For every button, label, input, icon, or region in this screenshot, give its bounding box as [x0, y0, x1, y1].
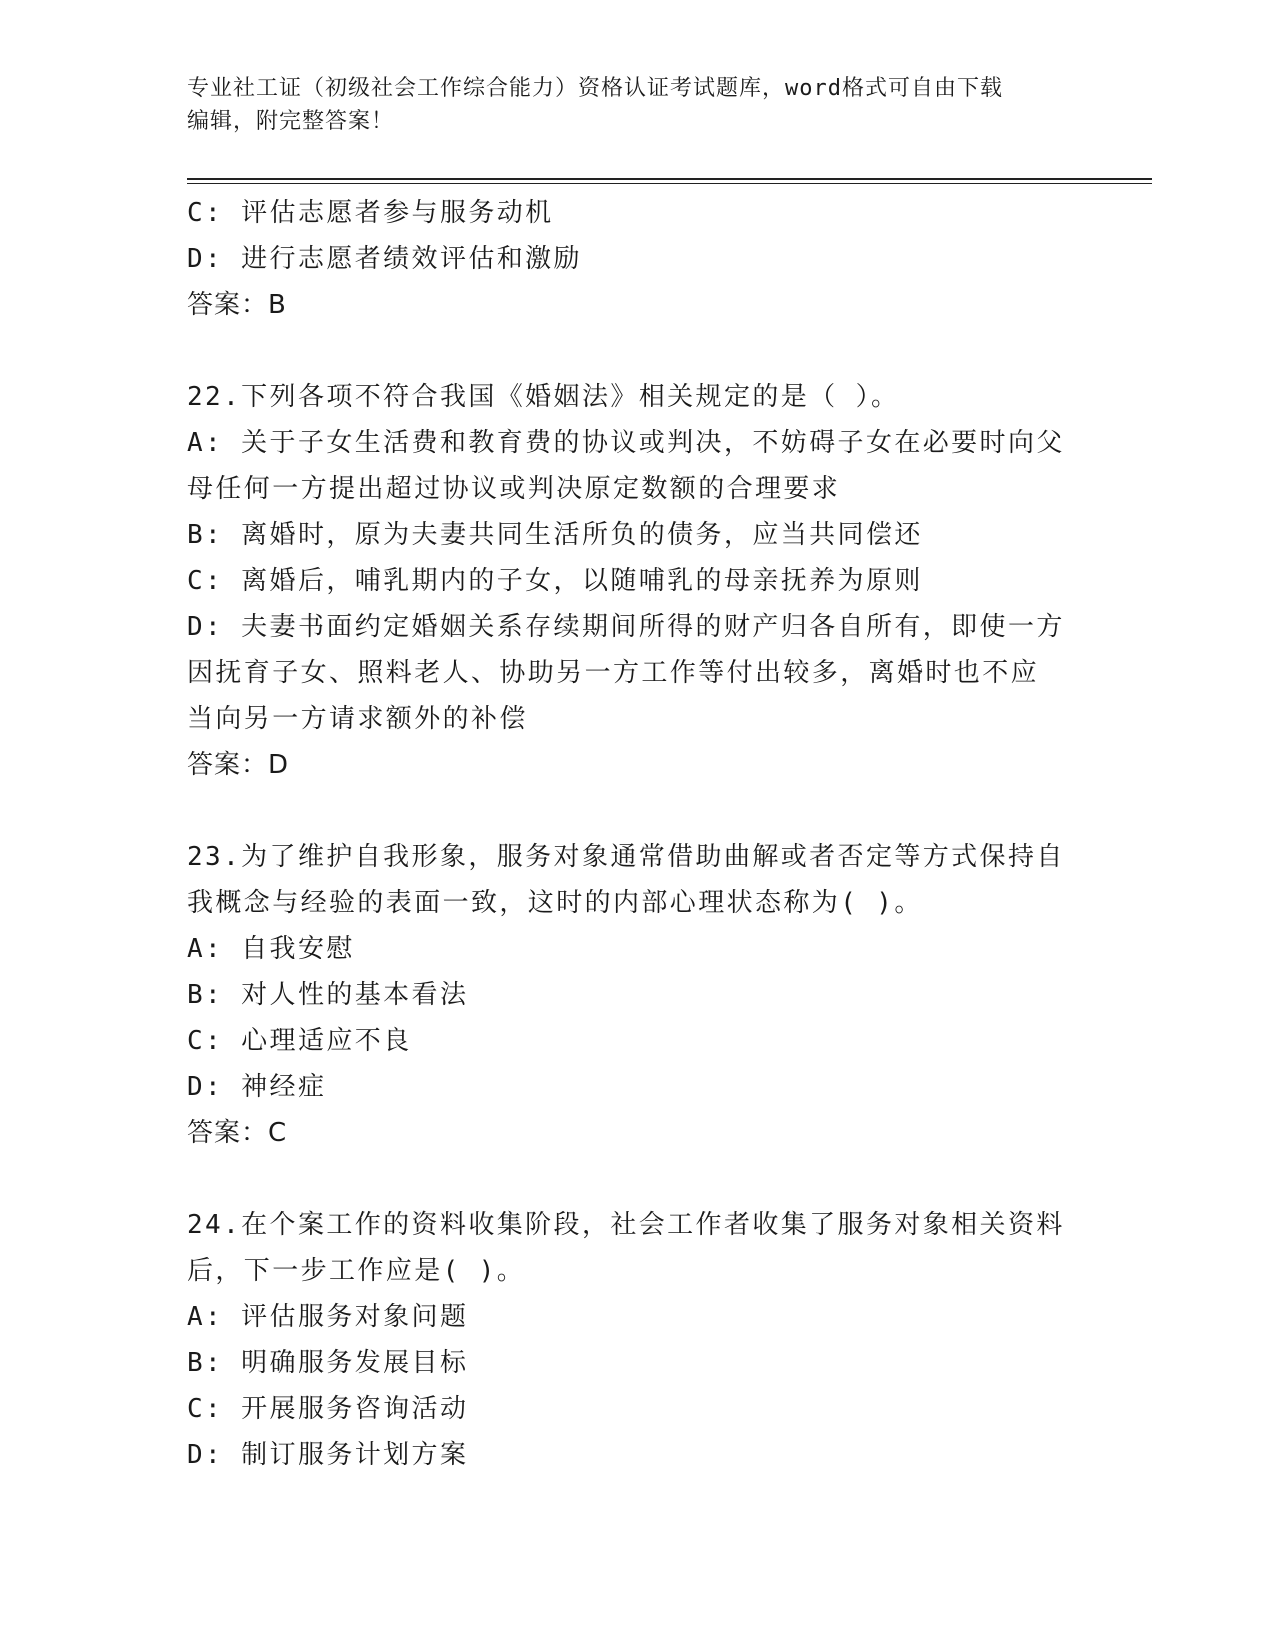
option-d: D: 制订服务计划方案	[187, 1440, 469, 1470]
question-stem: 22.下列各项不符合我国《婚姻法》相关规定的是（ ）。	[187, 382, 900, 412]
answer-line: 答案：D	[187, 750, 290, 780]
question-stem-continued: 后，下一步工作应是( )。	[187, 1256, 526, 1286]
header-line-1: 专业社工证（初级社会工作综合能力）资格认证考试题库，word格式可自由下载	[187, 76, 1003, 101]
option-c: C: 离婚后，哺乳期内的子女，以随哺乳的母亲抚养为原则	[187, 566, 923, 596]
spacer	[187, 788, 1087, 834]
question-22	[187, 374, 1087, 788]
question-stem: 24.在个案工作的资料收集阶段，社会工作者收集了服务对象相关资料	[187, 1210, 1065, 1240]
option-a: A: 评估服务对象问题	[187, 1302, 469, 1332]
option-d-continued: 当向另一方请求额外的补偿	[187, 704, 528, 734]
option-a-continued: 母任何一方提出超过协议或判决原定数额的合理要求	[187, 474, 841, 504]
header-divider-thin	[187, 183, 1152, 184]
option-c: C: 心理适应不良	[187, 1026, 412, 1056]
question-stem-continued: 我概念与经验的表面一致，这时的内部心理状态称为( )。	[187, 888, 923, 918]
spacer	[187, 328, 1087, 374]
option-a: A: 自我安慰	[187, 934, 355, 964]
option-b: B: 明确服务发展目标	[187, 1348, 469, 1378]
option-d: D: 进行志愿者绩效评估和激励	[187, 244, 582, 274]
option-a: A: 关于子女生活费和教育费的协议或判决，不妨碍子女在必要时向父	[187, 428, 1065, 458]
header-divider-thick	[187, 178, 1152, 180]
document-header	[187, 72, 1087, 138]
option-b: B: 对人性的基本看法	[187, 980, 469, 1010]
option-c: C: 开展服务咨询活动	[187, 1394, 469, 1424]
question-list	[187, 190, 1087, 1478]
option-b: B: 离婚时，原为夫妻共同生活所负的债务，应当共同偿还	[187, 520, 923, 550]
question-24	[187, 1202, 1087, 1478]
question-stem: 23.为了维护自我形象，服务对象通常借助曲解或者否定等方式保持自	[187, 842, 1065, 872]
question-23	[187, 834, 1087, 1156]
spacer	[187, 1156, 1087, 1202]
option-d: D: 夫妻书面约定婚姻关系存续期间所得的财产归各自所有，即使一方	[187, 612, 1065, 642]
answer-line: 答案：B	[187, 290, 287, 320]
answer-line: 答案：C	[187, 1118, 288, 1148]
option-d-continued: 因抚育子女、照料老人、协助另一方工作等付出较多，离婚时也不应	[187, 658, 1040, 688]
option-c: C: 评估志愿者参与服务动机	[187, 198, 554, 228]
header-line-2: 编辑，附完整答案！	[187, 109, 395, 134]
question-21-continued	[187, 190, 1087, 328]
option-d: D: 神经症	[187, 1072, 327, 1102]
